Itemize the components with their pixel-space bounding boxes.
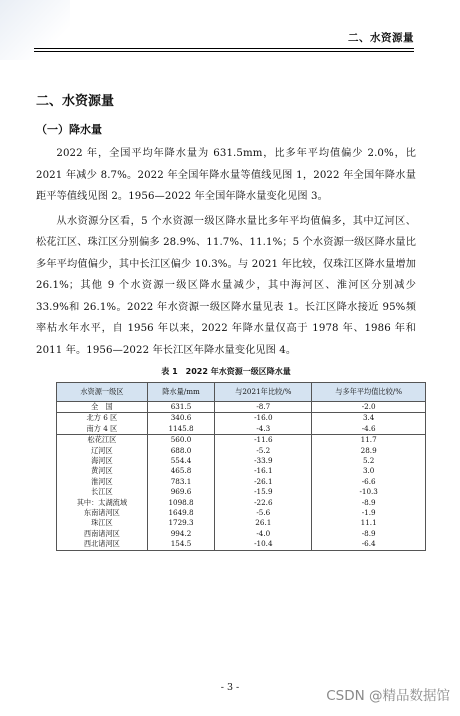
header-rule (34, 48, 414, 49)
table-row (57, 466, 426, 476)
cell-vs-2021: -33.9 (215, 456, 312, 466)
table-row (57, 424, 426, 435)
page-content (36, 90, 416, 551)
cell-vs-average: 3.4 (312, 413, 426, 424)
cell-vs-2021: -16.1 (215, 466, 312, 476)
cell-region: 西南诸河区 (57, 529, 148, 539)
cell-region: 全 国 (57, 402, 148, 413)
table-body (57, 402, 426, 551)
cell-vs-average: -1.9 (312, 508, 426, 518)
cell-region: 海河区 (57, 456, 148, 466)
table-row (57, 529, 426, 539)
table-row (57, 518, 426, 528)
table-header-vs-average: 与多年平均值比较/% (312, 383, 426, 402)
cell-vs-average: -6.4 (312, 539, 426, 550)
cell-precip: 783.1 (147, 477, 215, 487)
cell-region: 珠江区 (57, 518, 148, 528)
table-header-row (57, 383, 426, 402)
cell-vs-average: 11.1 (312, 518, 426, 528)
cell-precip: 1145.8 (147, 424, 215, 435)
table-row (57, 508, 426, 518)
cell-precip: 969.6 (147, 487, 215, 497)
table-header-region: 水资源一级区 (57, 383, 148, 402)
running-header: 二、水资源量 (348, 32, 414, 44)
cell-vs-average: -4.6 (312, 424, 426, 435)
table-header-precip: 降水量/mm (147, 383, 215, 402)
cell-vs-average: 3.0 (312, 466, 426, 476)
cell-vs-2021: -11.6 (215, 435, 312, 446)
cell-region: 松花江区 (57, 435, 148, 446)
cell-region: 长江区 (57, 487, 148, 497)
cell-precip: 560.0 (147, 435, 215, 446)
table-row (57, 456, 426, 466)
cell-vs-average: 5.2 (312, 456, 426, 466)
cell-precip: 154.5 (147, 539, 215, 550)
cell-vs-2021: -15.9 (215, 487, 312, 497)
cell-vs-average: 28.9 (312, 446, 426, 456)
cell-vs-average: -10.3 (312, 487, 426, 497)
cell-vs-2021: -26.1 (215, 477, 312, 487)
table-title: 表 1 2022 年水资源一级区降水量 (161, 367, 291, 376)
cell-precip: 340.6 (147, 413, 215, 424)
cell-vs-average: -8.9 (312, 498, 426, 508)
cell-vs-average: 11.7 (312, 435, 426, 446)
paragraph-2: 从水资源分区看，5 个水资源一级区降水量比多年平均值偏多，其中辽河区、松花江区、珠江区分别偏多 28.9%、11.7%、11.1%；5 个水资源一级区降水量比多年平均值偏少，其中长江区偏少 10.3%。与 2021 年比较，仅珠江区降水量增加 26.1%；其他 9 个水资源一级区降水量减少，其中海河区、淮河区分别减少 33.9%和 26.1%。2022 年水资源一级区降水量见表 1。长江区降水接近 95%频率枯水年水平，自 1956 年以来，2022 年降水量仅高于 1978 年、1986 年和 2011 年。1956—2022 年长江区年降水量变化见图 4。 (36, 215, 416, 356)
cell-region: 黄河区 (57, 466, 148, 476)
watermark: CSDN @精品数据馆 (326, 688, 450, 704)
cell-region: 淮河区 (57, 477, 148, 487)
cell-region: 南方 4 区 (57, 424, 148, 435)
cell-vs-2021: -4.0 (215, 529, 312, 539)
cell-vs-average: -8.9 (312, 529, 426, 539)
cell-vs-2021: -22.6 (215, 498, 312, 508)
cell-precip: 1098.8 (147, 498, 215, 508)
cell-vs-average: -2.0 (312, 402, 426, 413)
cell-region: 东南诸河区 (57, 508, 148, 518)
cell-vs-2021: -10.4 (215, 539, 312, 550)
cell-precip: 688.0 (147, 446, 215, 456)
cell-precip: 465.8 (147, 466, 215, 476)
cell-vs-average: -6.6 (312, 477, 426, 487)
cell-precip: 554.4 (147, 456, 215, 466)
table-row (57, 487, 426, 497)
paragraph-1: 2022 年，全国平均年降水量为 631.5mm，比多年平均值偏少 2.0%，比 2021 年减少 8.7%。2022 年全国年降水量等值线见图 1，2022 年全国年降水量距平等值线见图 2。1956—2022 年全国年降水量变化见图 3。 (36, 148, 416, 202)
table-header-vs-2021: 与2021年比较/% (215, 383, 312, 402)
subsection-title: （一）降水量 (36, 123, 102, 136)
table-row (57, 477, 426, 487)
header-rule-thin (34, 51, 414, 52)
table-row (57, 435, 426, 446)
table-row (57, 413, 426, 424)
cell-precip: 1649.8 (147, 508, 215, 518)
cell-vs-2021: -5.6 (215, 508, 312, 518)
cell-vs-2021: -16.0 (215, 413, 312, 424)
page-number: - 3 - (220, 682, 240, 693)
cell-region: 西北诸河区 (57, 539, 148, 550)
cell-region: 北方 6 区 (57, 413, 148, 424)
table-row (57, 446, 426, 456)
precipitation-table (56, 382, 426, 551)
cell-vs-2021: -4.3 (215, 424, 312, 435)
cell-precip: 631.5 (147, 402, 215, 413)
cell-precip: 994.2 (147, 529, 215, 539)
cell-precip: 1729.3 (147, 518, 215, 528)
table-row (57, 539, 426, 550)
cell-region: 辽河区 (57, 446, 148, 456)
cell-vs-2021: -8.7 (215, 402, 312, 413)
section-title: 二、水资源量 (36, 94, 115, 109)
cell-region: 其中：太湖流域 (57, 498, 148, 508)
cell-vs-2021: 26.1 (215, 518, 312, 528)
table-row (57, 498, 426, 508)
table-row (57, 402, 426, 413)
cell-vs-2021: -5.2 (215, 446, 312, 456)
